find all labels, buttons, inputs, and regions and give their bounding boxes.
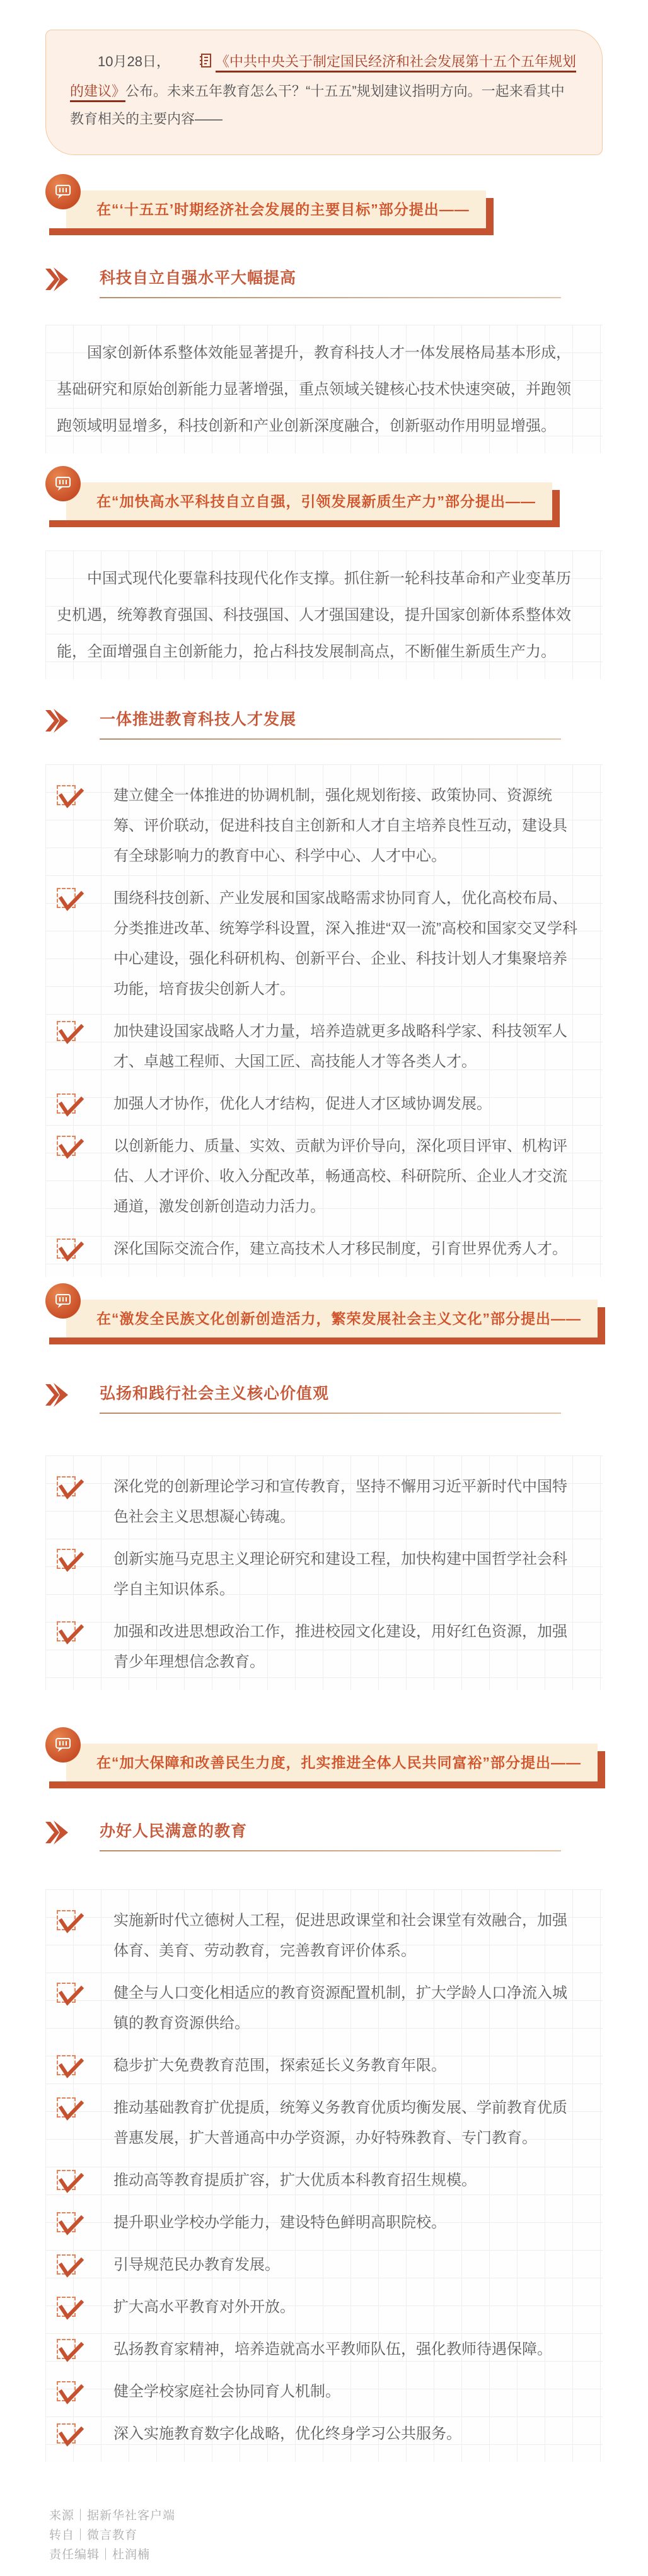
paragraph-text: 国家创新体系整体效能显著提升，教育科技人才一体发展格局基本形成，基础研究和原始创新能力显著增强，重点领域关键核心技术快速突破，并跑领跑领域明显增多，科技创新和产业创新深度融合，创新驱动作用明显增强。 [57,344,571,434]
comment-bubble-icon [45,1727,81,1763]
check-icon [57,1021,76,1041]
heading-underline [100,1850,561,1851]
check-icon [57,1476,76,1496]
check-icon [57,1910,76,1930]
double-chevron-icon [45,267,68,294]
checklist-item [45,1472,603,1532]
section-banner-box [66,1744,598,1781]
checklist-item-text: 深入实施教育数字化战略，优化终身学习公共服务。 [113,2425,461,2442]
article-footer [49,2506,648,2565]
subsection-heading-4 [45,1821,648,1851]
intro-text-after: 公布。未来五年教育怎么干？“十五五”规划建议指明方向。一起来看其中教育相关的主要内容—— [70,83,565,127]
checklist-item [45,2334,603,2365]
footer-editor: 责任编辑｜杜润楠 [49,2548,151,2561]
section-banner-4 [45,1744,648,1781]
checklist-item [45,2051,603,2081]
checklist-item-text: 建立健全一体推进的协调机制，强化规划衔接、政策协同、资源统筹、评价联动，促进科技自主创新和人才自主培养良性互动，建设具有全球影响力的教育中心、科学中心、人才中心。 [113,787,567,865]
check-icon [57,2097,76,2118]
checklist-item [45,2292,603,2322]
comment-bubble-icon [45,466,81,501]
checklist-item-text: 推动基础教育扩优提质，统筹义务教育优质均衡发展、学前教育优质普惠发展，扩大普通高中办学资源，办好特殊教育、专门教育。 [113,2099,567,2147]
checklist-item-text: 实施新时代立德树人工程，促进思政课堂和社会课堂有效融合，加强体育、美育、劳动教育，完善教育评价体系。 [113,1912,567,1959]
section-banner-box [66,482,552,520]
check-icon [57,2339,76,2359]
checklist-item-text: 加快建设国家战略人才力量，培养造就更多战略科学家、科技领军人才、卓越工程师、大国工匠、高技能人才等各类人才。 [113,1023,567,1070]
double-chevron-icon [45,1821,68,1848]
checklist-item-text: 稳步扩大免费教育范围，探索延长义务教育年限。 [113,2057,446,2074]
checklist-block-3 [45,1889,603,2462]
checklist-item-text: 健全与人口变化相适应的教育资源配置机制，扩大学龄人口净流入城镇的教育资源供给。 [113,1984,567,2032]
paragraph-text: 中国式现代化要靠科技现代化作支撑。抓住新一轮科技革命和产业变革历史机遇，统筹教育强国、科技强国、人才强国建设，提升国家创新体系整体效能，全面增强自主创新能力，抢占科技发展制高点，不断催生新质生产力。 [57,570,571,660]
checklist-item-text: 提升职业学校办学能力，建设特色鲜明高职院校。 [113,2214,446,2231]
checklist-item [45,1234,603,1264]
footer-source: 来源｜据新华社客户端 [49,2509,176,2522]
subsection-heading-3 [45,1383,648,1414]
check-icon [57,1136,76,1156]
section-banner-text: 在“加快高水平科技自立自强，引领发展新质生产力”部分提出—— [96,493,536,510]
heading-underline [100,738,561,740]
checklist-item [45,2250,603,2280]
check-icon [57,2254,76,2275]
subsection-heading-text: 办好人民满意的教育 [100,1822,248,1840]
checklist-item-text: 深化国际交流合作，建立高技术人才移民制度，引育世界优秀人才。 [113,1240,567,1257]
subsection-heading-text: 弘扬和践行社会主义核心价值观 [100,1385,330,1402]
checklist-item [45,1089,603,1119]
intro-card [45,30,603,155]
check-icon [57,2212,76,2232]
checklist-block-2 [45,1455,603,1690]
checklist-item-text: 围绕科技创新、产业发展和国家战略需求协同育人，优化高校布局、分类推进改革、统筹学科设置，深入推进“双一流”高校和国家交叉学科中心建设，强化科研机构、创新平台、企业、科技计划人才集聚培养功能，培育拔尖创新人才。 [113,890,577,998]
checklist-item [45,1544,603,1605]
checklist-item-text: 深化党的创新理论学习和宣传教育，坚持不懈用习近平新时代中国特色社会主义思想凝心铸魂。 [113,1478,567,1525]
check-icon [57,1238,76,1259]
double-chevron-icon [45,709,68,736]
paragraph-block-1 [45,325,603,453]
intro-paragraph [70,48,578,133]
checklist-item [45,2165,603,2196]
check-icon [57,1983,76,2003]
footer-repost: 转自｜微言教育 [49,2529,138,2542]
section-banner-text: 在“激发全民族文化创新创造活力，繁荣发展社会主义文化”部分提出—— [96,1310,581,1327]
intro-text-before: 10月28日， [98,54,170,69]
comment-bubble-icon [45,1283,81,1319]
checklist-block-1 [45,764,603,1277]
checklist-item [45,781,603,871]
checklist-item-text: 扩大高水平教育对外开放。 [113,2299,295,2316]
checklist-item-text: 加强人才协作，优化人才结构，促进人才区域协调发展。 [113,1095,492,1112]
comment-bubble-icon [45,174,81,209]
checklist-item [45,2377,603,2407]
check-icon [57,2423,76,2444]
checklist-item [45,1978,603,2039]
document-icon [171,50,212,78]
check-icon [57,785,76,805]
check-icon [57,2170,76,2190]
check-icon [57,2055,76,2075]
subsection-heading-2 [45,709,648,740]
checklist-item-text: 弘扬教育家精神，培养造就高水平教师队伍，强化教师待遇保障。 [113,2341,552,2358]
section-banner-3 [45,1300,648,1338]
check-icon [57,2381,76,2401]
check-icon [57,1093,76,1114]
subsection-heading-text: 一体推进教育科技人才发展 [100,711,297,728]
checklist-item [45,2419,603,2449]
checklist-item-text: 以创新能力、质量、实效、贡献为评价导向，深化项目评审、机构评估、人才评价、收入分配改革，畅通高校、科研院所、企业人才交流通道，激发创新创造动力活力。 [113,1138,567,1215]
section-banner-box [66,1300,598,1338]
checklist-item-text: 健全学校家庭社会协同育人机制。 [113,2383,340,2400]
check-icon [57,2297,76,2317]
section-banner-text: 在“‘十五五’时期经济社会发展的主要目标”部分提出—— [96,201,470,218]
checklist-item [45,2208,603,2238]
plan-proposal-link[interactable]: 《中共中央关于制定国民经济和社会发展第十五个五年规划的建议》 [70,54,576,102]
subsection-heading-1 [45,267,648,298]
checklist-item-text: 引导规范民办教育发展。 [113,2256,280,2273]
heading-underline [100,1413,561,1414]
checklist-item [45,1906,603,1966]
paragraph-block-2 [45,551,603,679]
checklist-item [45,1131,603,1222]
check-icon [57,888,76,908]
checklist-item [45,2093,603,2153]
checklist-item [45,883,603,1005]
section-banner-box [66,190,486,228]
section-banner-text: 在“加大保障和改善民生力度，扎实推进全体人民共同富裕”部分提出—— [96,1754,581,1771]
checklist-item [45,1617,603,1677]
checklist-item-text: 创新实施马克思主义理论研究和建设工程，加快构建中国哲学社会科学自主知识体系。 [113,1551,567,1598]
check-icon [57,1621,76,1641]
check-icon [57,1549,76,1569]
checklist-item-text: 推动高等教育提质扩容，扩大优质本科教育招生规模。 [113,2172,477,2189]
section-banner-2 [45,482,648,520]
checklist-item [45,1017,603,1077]
double-chevron-icon [45,1383,68,1410]
subsection-heading-text: 科技自立自强水平大幅提高 [100,269,297,287]
heading-underline [100,297,561,298]
section-banner-1 [45,190,648,228]
checklist-item-text: 加强和改进思想政治工作，推进校园文化建设，用好红色资源，加强青少年理想信念教育。 [113,1623,567,1670]
